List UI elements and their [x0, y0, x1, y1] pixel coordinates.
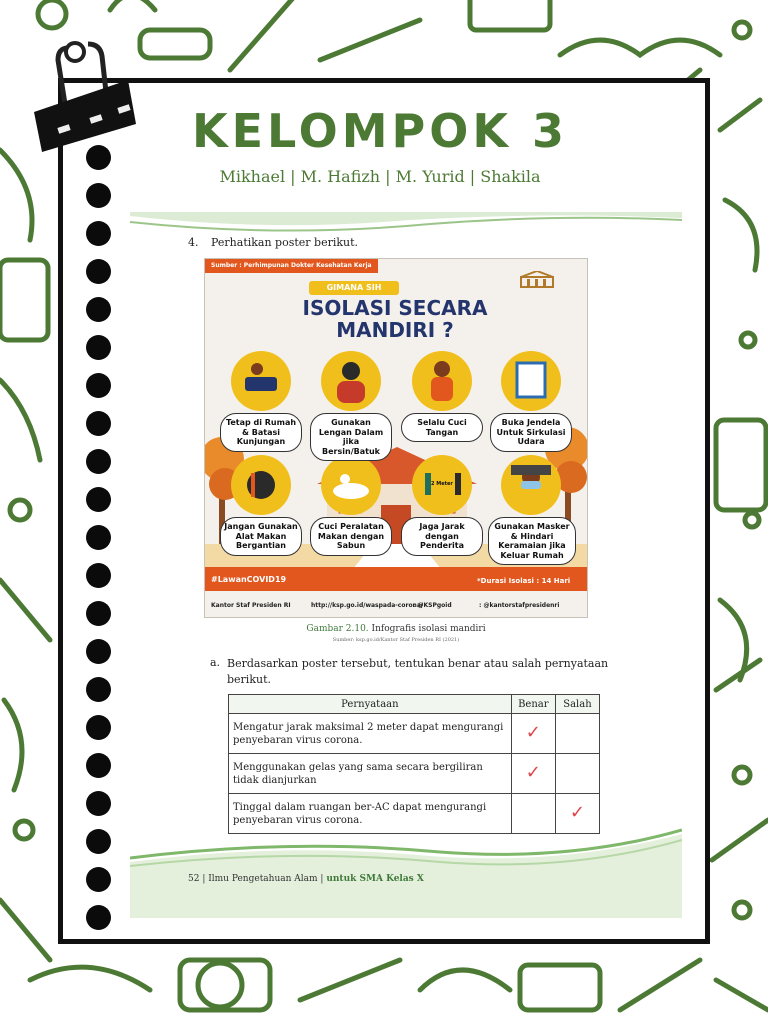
header-true: Benar — [511, 695, 555, 714]
textbook-page — [130, 212, 682, 918]
poster-source: Sumber : Perhimpunan Dokter Kesehatan Kerja — [205, 259, 378, 273]
spiral-hole — [86, 487, 111, 512]
wash-dishes-icon — [321, 455, 381, 515]
spiral-hole — [86, 297, 111, 322]
spiral-hole — [86, 259, 111, 284]
statement-table — [228, 694, 600, 834]
spiral-hole — [86, 601, 111, 626]
header-statement: Pernyataan — [229, 695, 512, 714]
poster-title-line1: ISOLASI SECARA — [302, 296, 488, 320]
spiral-hole — [86, 677, 111, 702]
check-icon: ✓ — [525, 761, 541, 783]
spiral-hole — [86, 829, 111, 854]
tip-no-shared-utensils: Jangan Gunakan Alat Makan Bergantian — [220, 517, 302, 556]
figure-caption-text: Infografis isolasi mandiri — [371, 624, 486, 634]
no-shared-utensils-icon — [231, 455, 291, 515]
doodle-pencil — [230, 0, 300, 70]
row-statement: Menggunakan gelas yang sama secara bergiliran tidak dianjurkan — [229, 754, 512, 794]
page-footer-text: 52 | Ilmu Pengetahuan Alam | — [188, 874, 327, 884]
figure-caption-label: Gambar 2.10. — [306, 624, 369, 634]
spiral-hole — [86, 905, 111, 930]
spiral-hole — [86, 411, 111, 436]
row-statement: Tinggal dalam ruangan ber-AC dapat mengurangi penyebaran virus corona. — [229, 794, 512, 834]
row-statement: Mengatur jarak maksimal 2 meter dapat mengurangi penyebaran virus corona. — [229, 714, 512, 754]
doodle-box — [470, 0, 550, 30]
figure-caption — [204, 624, 588, 634]
row-true-cell[interactable] — [511, 714, 555, 754]
table-header-row — [229, 695, 600, 714]
doodle-book — [560, 40, 720, 55]
cough-elbow-icon — [321, 351, 381, 411]
check-icon: ✓ — [525, 721, 541, 743]
tip-cough-elbow: Gunakan Lengan Dalam jika Bersin/Batuk — [310, 413, 392, 461]
poster-footer-org: Kantor Staf Presiden RI — [211, 602, 291, 609]
doodle-notebook — [0, 260, 48, 340]
stay-home-icon — [231, 351, 291, 411]
poster-footer-twitter: : @KSPgoid — [413, 602, 452, 609]
binder-clip-icon — [28, 40, 140, 152]
distance-label: 2 Meter — [431, 481, 453, 487]
figure-source: Sumber: ksp.go.id/Kantor Staf Presiden RI (2021) — [332, 637, 460, 643]
spiral-hole — [86, 639, 111, 664]
tip-wash-dishes: Cuci Peralatan Makan dengan Sabun — [310, 517, 392, 556]
tip-open-window: Buka Jendela Untuk Sirkulasi Udara — [490, 413, 572, 452]
doodle-arc — [110, 0, 155, 10]
subquestion-letter: a. — [210, 656, 221, 669]
spiral-hole — [86, 221, 111, 246]
page-footer-book: untuk SMA Kelas X — [326, 874, 424, 884]
window-icon — [501, 351, 561, 411]
row-false-cell[interactable] — [555, 754, 599, 794]
spiral-hole — [86, 867, 111, 892]
spiral-hole — [86, 791, 111, 816]
page-footer — [188, 874, 424, 884]
subquestion-text: Berdasarkan poster tersebut, tentukan benar atau salah pernyataan berikut. — [227, 657, 609, 686]
spiral-hole — [86, 715, 111, 740]
doodle-globe — [180, 960, 270, 1010]
page-title: KELOMPOK 3 — [191, 104, 569, 158]
poster-footer-web: http://ksp.go.id/waspada-corona/ — [311, 602, 424, 609]
spiral-hole — [86, 449, 111, 474]
check-icon: ✓ — [569, 801, 585, 823]
page-bottom-wave — [130, 822, 682, 918]
poster-footer — [205, 591, 588, 618]
infographic-poster — [204, 258, 588, 618]
question-number: 4. — [188, 236, 199, 249]
spiral-hole — [86, 525, 111, 550]
spiral-hole — [86, 373, 111, 398]
doodle-ruler — [725, 200, 757, 270]
group-members: Mikhael | M. Hafizh | M. Yurid | Shakila — [219, 167, 541, 186]
table-row — [229, 754, 600, 794]
tip-stay-home: Tetap di Rumah & Batasi Kunjungan — [220, 413, 302, 452]
spiral-hole — [86, 183, 111, 208]
page-top-wave — [130, 212, 682, 236]
spiral-hole — [86, 335, 111, 360]
poster-tagline: GIMANA SIH — [309, 281, 399, 295]
poster-title-line2: MANDIRI ? — [336, 318, 454, 342]
mask-icon — [501, 455, 561, 515]
tip-keep-distance: Jaga Jarak dengan Penderita — [401, 517, 483, 556]
spiral-hole — [86, 563, 111, 588]
doodle-palette — [140, 30, 210, 58]
poster-footer-instagram: : @kantorstafpresidenri — [479, 602, 560, 609]
tip-wear-mask: Gunakan Masker & Hindari Keramaian jika Keluar Rumah — [488, 517, 576, 565]
poster-hashtag: #LawanCOVID19 — [211, 575, 287, 584]
spiral-hole — [86, 753, 111, 778]
wash-hands-icon — [412, 351, 472, 411]
palace-logo-icon — [519, 271, 555, 291]
table-row — [229, 714, 600, 754]
question-text: Perhatikan poster berikut. — [211, 236, 359, 249]
poster-duration: *Durasi Isolasi : 14 Hari — [477, 577, 571, 585]
row-true-cell[interactable] — [511, 754, 555, 794]
doodle-circle — [38, 0, 66, 28]
poster-title — [245, 297, 545, 341]
row-false-cell[interactable] — [555, 714, 599, 754]
spiral-holes — [86, 145, 112, 925]
tip-wash-hands: Selalu Cuci Tangan — [401, 413, 483, 442]
header-false: Salah — [555, 695, 599, 714]
